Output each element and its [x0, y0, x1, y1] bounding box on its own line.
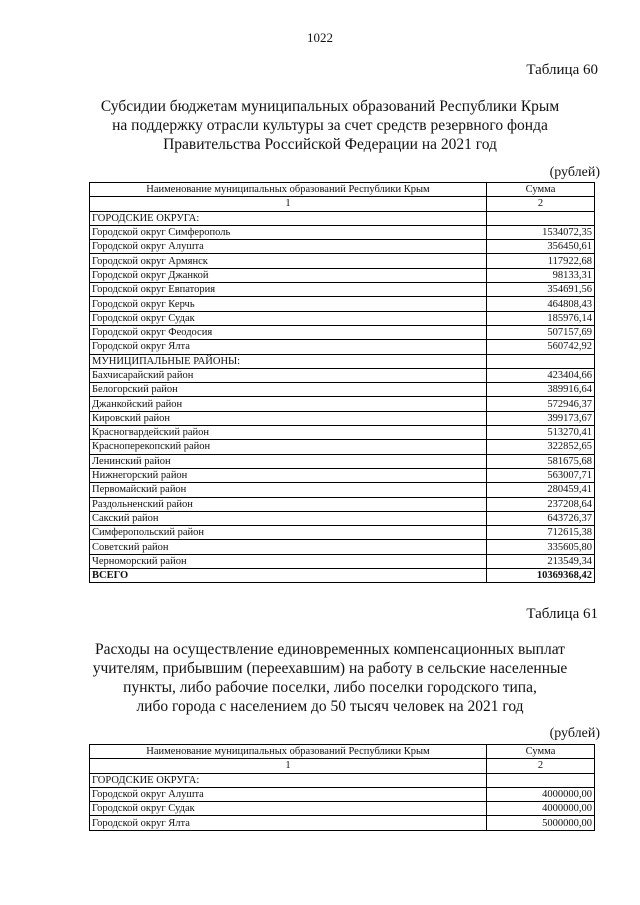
table-row [90, 254, 595, 268]
row-sum: 581675,68 [487, 454, 595, 468]
row-name: Городской округ Судак [90, 802, 487, 816]
column-header-sum: Сумма [487, 183, 595, 197]
row-name: Городской округ Судак [90, 311, 487, 325]
row-sum: 399173,67 [487, 411, 595, 425]
table-61-title-line: пункты, либо рабочие поселки, либо поселки городского типа, [123, 679, 537, 696]
row-sum: 117922,68 [487, 254, 595, 268]
table-row [90, 787, 595, 801]
table-61-title-line: учителям, прибывшим (переехавшим) на работу в сельские населенные [92, 660, 568, 677]
row-name: Красногвардейский район [90, 426, 487, 440]
row-sum: 507157,69 [487, 325, 595, 339]
row-name: Городской округ Симферополь [90, 225, 487, 239]
row-name: Сакский район [90, 511, 487, 525]
row-name: Джанкойский район [90, 397, 487, 411]
row-name: ГОРОДСКИЕ ОКРУГА: [90, 211, 487, 225]
row-sum: 98133,31 [487, 268, 595, 282]
table-row [90, 497, 595, 511]
row-sum: 389916,64 [487, 383, 595, 397]
column-header-sum: Сумма [487, 745, 595, 759]
table-row [90, 211, 595, 225]
row-sum: 423404,66 [487, 368, 595, 382]
page-number: 1022 [307, 30, 333, 45]
total-label: ВСЕГО [90, 569, 487, 583]
table-row [90, 383, 595, 397]
row-sum [487, 354, 595, 368]
row-name: Городской округ Ялта [90, 816, 487, 830]
column-header-name: Наименование муниципальных образований Республики Крым [90, 183, 487, 197]
row-name: Городской округ Алушта [90, 787, 487, 801]
row-name: Городской округ Евпатория [90, 283, 487, 297]
row-sum: 237208,64 [487, 497, 595, 511]
table-row [90, 225, 595, 239]
row-sum: 572946,37 [487, 397, 595, 411]
table-60-body [90, 211, 595, 568]
table-row [90, 354, 595, 368]
row-name: Черноморский район [90, 554, 487, 568]
row-sum [487, 211, 595, 225]
table-row [90, 325, 595, 339]
table-row [90, 397, 595, 411]
row-sum: 712615,38 [487, 526, 595, 540]
row-sum: 356450,61 [487, 240, 595, 254]
table-total-row [90, 569, 595, 583]
row-sum: 4000000,00 [487, 787, 595, 801]
column-number: 2 [487, 759, 595, 773]
table-row [90, 554, 595, 568]
row-name: Первомайский район [90, 483, 487, 497]
table-61-title [60, 640, 600, 716]
table-60-title-line: Субсидии бюджетам муниципальных образований Республики Крым [100, 98, 560, 115]
column-number: 2 [487, 197, 595, 211]
table-row [90, 340, 595, 354]
row-sum: 560742,92 [487, 340, 595, 354]
table-61-title-line: Расходы на осуществление единовременных компенсационных выплат [95, 641, 565, 658]
row-name: Симферопольский район [90, 526, 487, 540]
row-name: Городской округ Джанкой [90, 268, 487, 282]
row-name: Ленинский район [90, 454, 487, 468]
table-60-title-line: на поддержку отрасли культуры за счет средств резервного фонда [112, 117, 548, 134]
table-61-label: Таблица 61 [526, 606, 598, 622]
row-name: Раздольненский район [90, 497, 487, 511]
row-sum: 185976,14 [487, 311, 595, 325]
table-61-body [90, 773, 595, 830]
row-sum [487, 773, 595, 787]
table-row [90, 526, 595, 540]
row-sum: 354691,56 [487, 283, 595, 297]
row-name: Городской округ Керчь [90, 297, 487, 311]
row-name: Нижнегорский район [90, 468, 487, 482]
row-sum: 464808,43 [487, 297, 595, 311]
row-sum: 513270,41 [487, 426, 595, 440]
row-name: Городской округ Алушта [90, 240, 487, 254]
total-sum: 10369368,42 [487, 569, 595, 583]
table-60-unit: (рублей) [549, 165, 600, 180]
table-61-title-line: либо города с населением до 50 тысяч человек на 2021 год [136, 698, 524, 715]
table-row [90, 311, 595, 325]
row-name: Городской округ Армянск [90, 254, 487, 268]
row-name: Городской округ Ялта [90, 340, 487, 354]
table-header-row [90, 745, 595, 759]
table-header-row [90, 183, 595, 197]
table-row [90, 540, 595, 554]
table-row [90, 297, 595, 311]
column-number-row [90, 197, 595, 211]
row-sum: 213549,34 [487, 554, 595, 568]
table-row [90, 468, 595, 482]
table-row [90, 483, 595, 497]
row-sum: 4000000,00 [487, 802, 595, 816]
row-name: Бахчисарайский район [90, 368, 487, 382]
table-60 [89, 182, 595, 583]
table-row [90, 454, 595, 468]
table-row [90, 268, 595, 282]
table-row [90, 773, 595, 787]
column-number-row [90, 759, 595, 773]
table-row [90, 816, 595, 830]
row-name: Кировский район [90, 411, 487, 425]
table-row [90, 411, 595, 425]
table-61 [89, 744, 595, 831]
row-sum: 1534072,35 [487, 225, 595, 239]
table-row [90, 511, 595, 525]
row-sum: 5000000,00 [487, 816, 595, 830]
row-sum: 280459,41 [487, 483, 595, 497]
table-61-unit: (рублей) [549, 726, 600, 741]
row-name: МУНИЦИПАЛЬНЫЕ РАЙОНЫ: [90, 354, 487, 368]
row-sum: 322852,65 [487, 440, 595, 454]
row-name: Белогорский район [90, 383, 487, 397]
row-sum: 335605,80 [487, 540, 595, 554]
row-name: ГОРОДСКИЕ ОКРУГА: [90, 773, 487, 787]
row-sum: 643726,37 [487, 511, 595, 525]
table-60-title [60, 97, 600, 154]
column-number: 1 [90, 197, 487, 211]
table-60-label: Таблица 60 [526, 62, 598, 78]
table-row [90, 283, 595, 297]
row-name: Городской округ Феодосия [90, 325, 487, 339]
table-row [90, 426, 595, 440]
row-name: Советский район [90, 540, 487, 554]
row-sum: 563007,71 [487, 468, 595, 482]
row-name: Красноперекопский район [90, 440, 487, 454]
table-row [90, 802, 595, 816]
table-row [90, 368, 595, 382]
table-row [90, 240, 595, 254]
table-60-title-line: Правительства Российской Федерации на 2021 год [163, 136, 497, 153]
column-header-name: Наименование муниципальных образований Республики Крым [90, 745, 487, 759]
column-number: 1 [90, 759, 487, 773]
table-row [90, 440, 595, 454]
